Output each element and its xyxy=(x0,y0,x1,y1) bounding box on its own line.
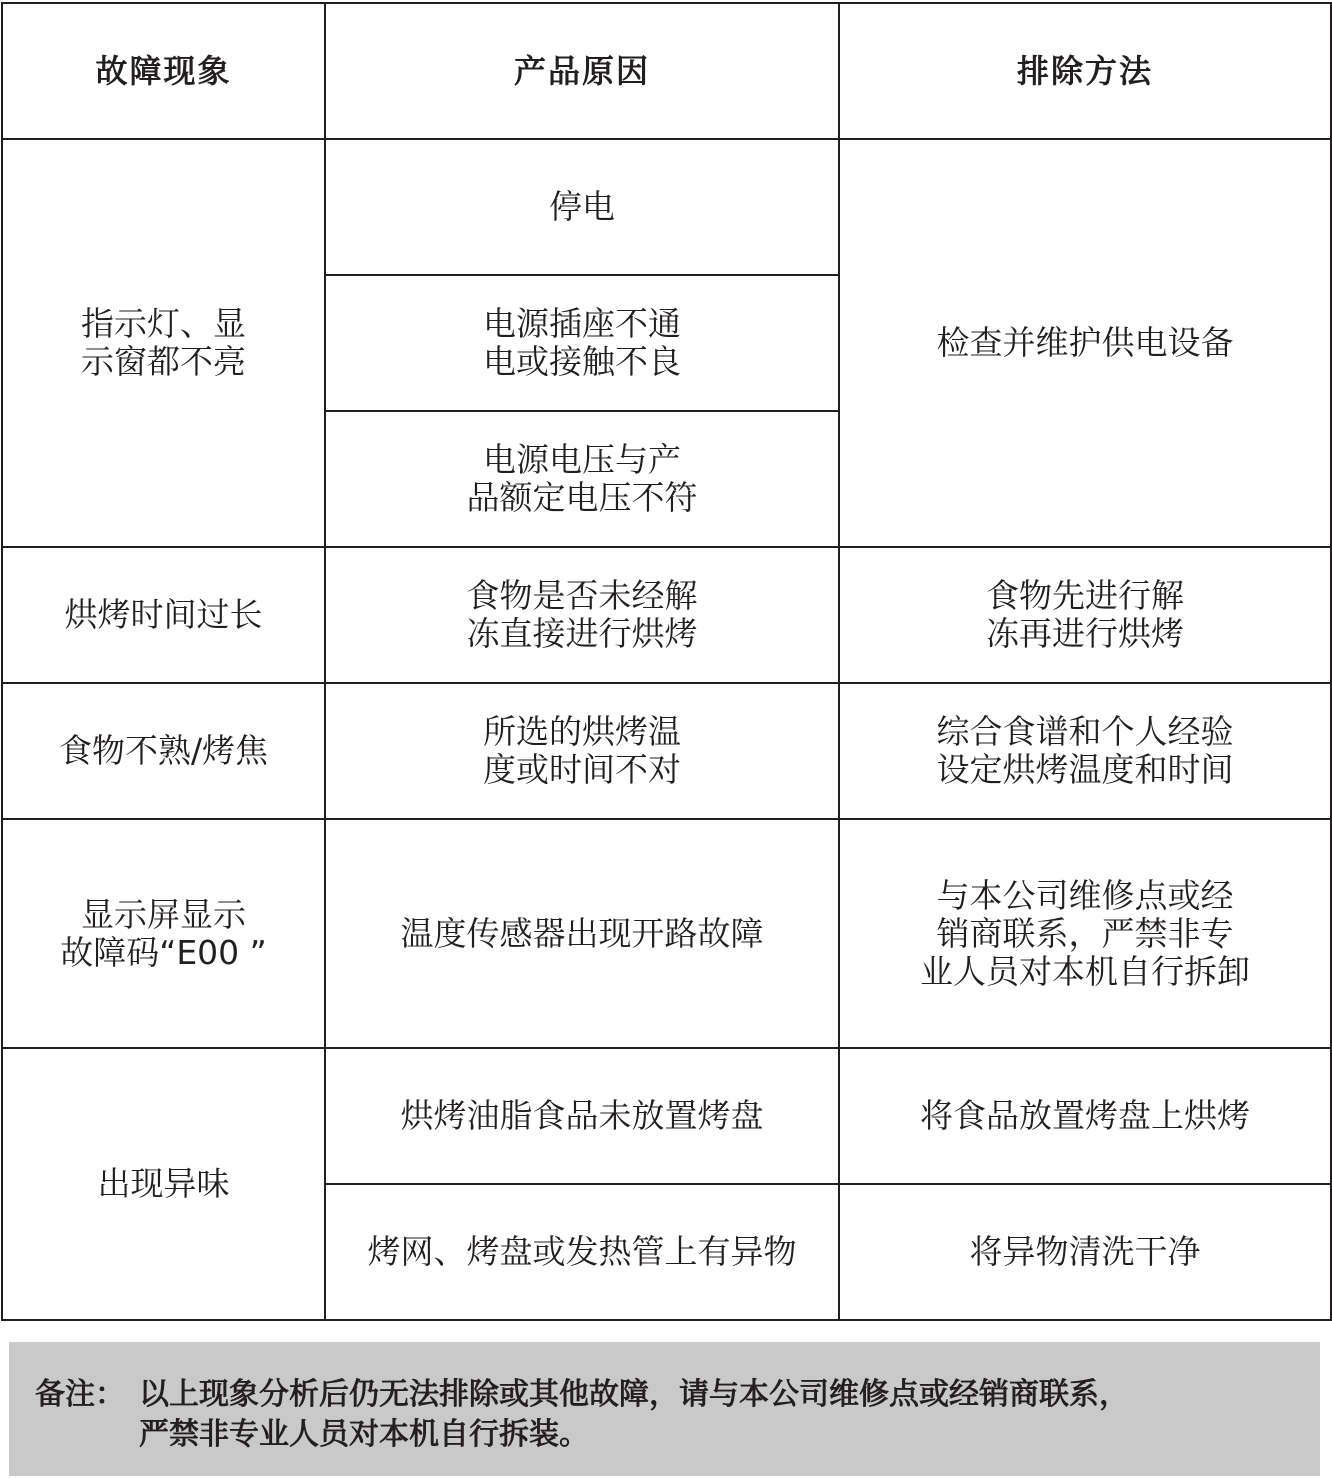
cause-cell: 电源插座不通 电或接触不良 xyxy=(325,275,839,411)
cause-cell: 食物是否未经解 冻直接进行烘烤 xyxy=(325,547,839,683)
cause-cell: 停电 xyxy=(325,139,839,275)
table-row xyxy=(2,1048,1331,1184)
table-row xyxy=(2,139,1331,275)
header-cause: 产品原因 xyxy=(325,3,839,139)
symptom-cell: 显示屏显示 故障码“E00 ” xyxy=(2,819,325,1048)
header-symptom: 故障现象 xyxy=(2,3,325,139)
cause-cell: 电源电压与产 品额定电压不符 xyxy=(325,411,839,547)
cause-cell: 烘烤油脂食品未放置烤盘 xyxy=(325,1048,839,1184)
remark-box xyxy=(9,1342,1320,1476)
cause-cell: 烤网、烤盘或发热管上有异物 xyxy=(325,1184,839,1320)
symptom-cell: 食物不熟/烤焦 xyxy=(2,683,325,819)
solution-cell: 检查并维护供电设备 xyxy=(839,139,1331,547)
solution-cell: 将异物清洗干净 xyxy=(839,1184,1331,1320)
header-row xyxy=(2,3,1331,139)
remark-label: 备注： xyxy=(35,1377,125,1412)
symptom-cell: 出现异味 xyxy=(2,1048,325,1320)
table-row xyxy=(2,819,1331,1048)
solution-cell: 将食品放置烤盘上烘烤 xyxy=(839,1048,1331,1184)
remark-text: 以上现象分析后仍无法排除或其他故障，请与本公司维修点或经销商联系， 严禁非专业人员对本机自行拆装。 xyxy=(139,1377,1129,1452)
troubleshooting-table xyxy=(1,2,1332,1321)
table-row xyxy=(2,683,1331,819)
symptom-cell: 烘烤时间过长 xyxy=(2,547,325,683)
cause-cell: 温度传感器出现开路故障 xyxy=(325,819,839,1048)
table-row xyxy=(2,547,1331,683)
cause-cell: 所选的烘烤温 度或时间不对 xyxy=(325,683,839,819)
symptom-cell: 指示灯、显 示窗都不亮 xyxy=(2,139,325,547)
solution-cell: 食物先进行解 冻再进行烘烤 xyxy=(839,547,1331,683)
solution-cell: 综合食谱和个人经验 设定烘烤温度和时间 xyxy=(839,683,1331,819)
header-solution: 排除方法 xyxy=(839,3,1331,139)
solution-cell: 与本公司维修点或经 销商联系，严禁非专 业人员对本机自行拆卸 xyxy=(839,819,1331,1048)
